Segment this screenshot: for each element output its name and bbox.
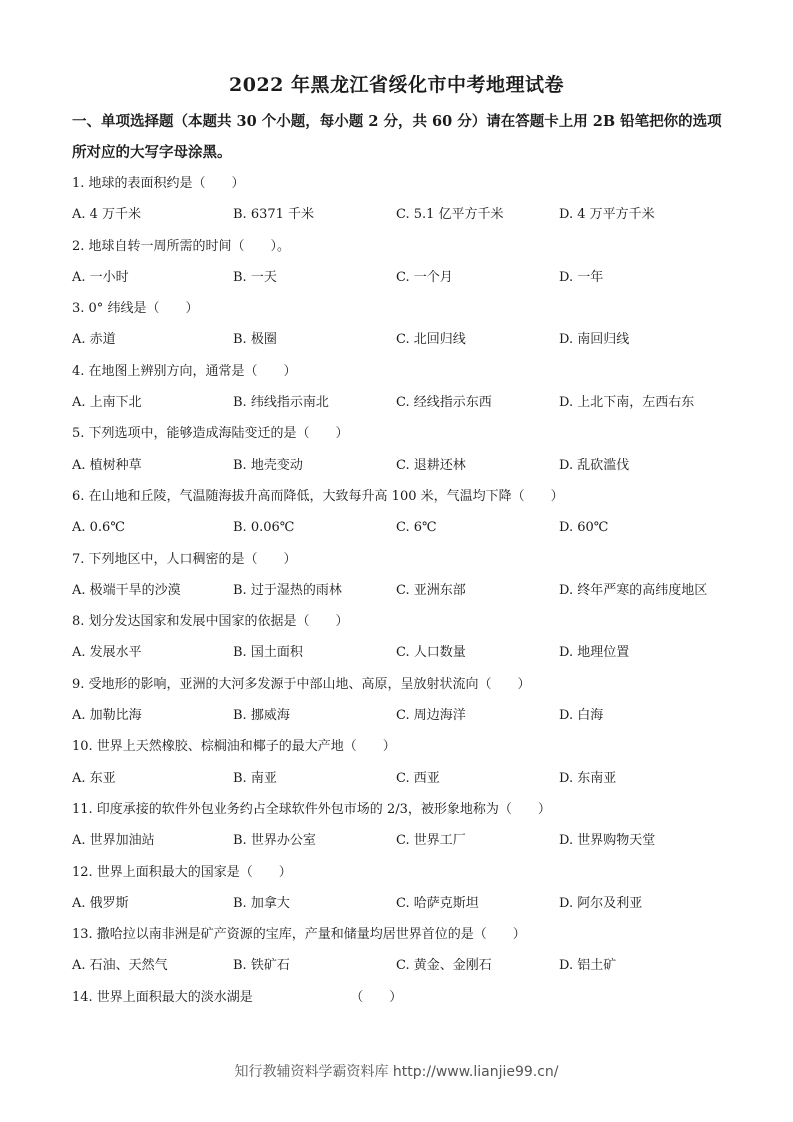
question-stem: 8. 划分发达国家和发展中国家的依据是（ ）	[72, 614, 349, 630]
option-a: A. 世界加油站	[72, 833, 155, 849]
option-a: A. 东亚	[72, 770, 116, 786]
question-options	[72, 825, 732, 856]
option-d: D. 上北下南，左西右东	[559, 395, 695, 411]
option-b: B. 南亚	[233, 770, 277, 786]
option-b: B. 0.06℃	[233, 520, 295, 536]
option-d: D. 60℃	[559, 520, 609, 536]
question-options	[72, 888, 732, 919]
option-c: C. 亚洲东部	[396, 582, 466, 598]
question-options	[72, 450, 732, 481]
question-options	[72, 950, 732, 981]
option-a: A. 极端干旱的沙漠	[72, 582, 181, 598]
option-d: D. 阿尔及利亚	[559, 895, 643, 911]
option-c: C. 西亚	[396, 770, 440, 786]
option-b: B. 铁矿石	[233, 958, 290, 974]
option-a: A. 一小时	[72, 269, 129, 285]
option-c: C. 一个月	[396, 269, 453, 285]
question-list	[72, 168, 732, 1013]
question-stem: 9. 受地形的影响，亚洲的大河多发源于中部山地、高原，呈放射状流向（ ）	[72, 676, 531, 692]
question-options	[72, 387, 732, 418]
option-d: D. 东南亚	[559, 770, 617, 786]
question-stem: 6. 在山地和丘陵，气温随海拔升高而降低，大致每升高 100 米，气温均下降（ ）	[72, 488, 564, 504]
option-d: D. 乱砍滥伐	[559, 457, 630, 473]
option-b: B. 一天	[233, 269, 277, 285]
option-d: D. 地理位置	[559, 645, 630, 661]
option-d: D. 白海	[559, 708, 604, 724]
option-b: B. 地壳变动	[233, 457, 303, 473]
option-c: C. 哈萨克斯坦	[396, 895, 479, 911]
question-stem: 3. 0° 纬线是（ ）	[72, 301, 199, 317]
question-options	[72, 199, 732, 230]
option-c: C. 人口数量	[396, 645, 466, 661]
option-a: A. 4 万千米	[72, 207, 142, 223]
question-stem: 4. 在地图上辨别方向，通常是（ ）	[72, 363, 297, 379]
option-b: B. 极圈	[233, 332, 277, 348]
question-options	[72, 700, 732, 731]
option-d: D. 4 万平方千米	[559, 207, 655, 223]
question-options	[72, 575, 732, 606]
question-stem: 2. 地球自转一周所需的时间（ ）。	[72, 238, 291, 254]
option-d: D. 世界购物天堂	[559, 833, 656, 849]
option-b: B. 6371 千米	[233, 207, 315, 223]
question-stem: 13. 撒哈拉以南非洲是矿产资源的宝库，产量和储量均居世界首位的是（ ）	[72, 927, 526, 943]
question-options	[72, 637, 732, 668]
option-b: B. 挪威海	[233, 708, 290, 724]
option-b: B. 纬线指示南北	[233, 395, 329, 411]
option-b: B. 国土面积	[233, 645, 303, 661]
option-c: C. 5.1 亿平方千米	[396, 207, 504, 223]
option-b: B. 加拿大	[233, 895, 290, 911]
option-c: C. 北回归线	[396, 332, 466, 348]
option-d: D. 终年严寒的高纬度地区	[559, 582, 708, 598]
question-stem: 1. 地球的表面积约是（ ）	[72, 176, 245, 191]
option-a: A. 发展水平	[72, 645, 142, 661]
question-options	[72, 512, 732, 543]
question-options	[72, 324, 732, 355]
option-c: C. 经线指示东西	[396, 395, 492, 411]
option-a: A. 0.6℃	[72, 520, 125, 536]
option-c: C. 周边海洋	[396, 708, 466, 724]
option-a: A. 上南下北	[72, 395, 142, 411]
section-heading: 一、单项选择题（本题共 30 个小题，每小题 2 分，共 60 分）请在答题卡上用 2B 铅笔把你的选项所对应的大写字母涂黑。	[72, 113, 722, 161]
option-d: D. 南回归线	[559, 332, 630, 348]
option-a: A. 加勒比海	[72, 708, 142, 724]
page-title: 2022 年黑龙江省绥化市中考地理试卷	[229, 74, 564, 96]
option-a: A. 植树种草	[72, 457, 142, 473]
footer-watermark: 知行教辅资料学霸资料库 http://www.lianjie99.cn/	[234, 1064, 559, 1080]
question-stem: 12. 世界上面积最大的国家是（ ）	[72, 864, 292, 880]
option-b: B. 世界办公室	[233, 833, 316, 849]
option-c: C. 黄金、金刚石	[396, 958, 492, 974]
question-stem: 5. 下列选项中，能够造成海陆变迁的是（ ）	[72, 426, 349, 442]
option-d: D. 一年	[559, 269, 604, 285]
question-stem: 10. 世界上天然橡胶、棕榈油和椰子的最大产地（ ）	[72, 739, 396, 755]
option-c: C. 退耕还林	[396, 457, 466, 473]
option-a: A. 赤道	[72, 332, 116, 348]
option-c: C. 6℃	[396, 520, 437, 536]
question-stem: 14. 世界上面积最大的淡水湖是 （ ）	[72, 989, 403, 1005]
question-stem: 11. 印度承接的软件外包业务约占全球软件外包市场的 2/3，被形象地称为（ ）	[72, 801, 551, 817]
option-a: A. 俄罗斯	[72, 895, 129, 911]
question-stem: 7. 下列地区中，人口稠密的是（ ）	[72, 551, 297, 567]
option-b: B. 过于湿热的雨林	[233, 582, 342, 598]
option-a: A. 石油、天然气	[72, 958, 168, 974]
question-options	[72, 763, 732, 794]
option-d: D. 铝土矿	[559, 958, 617, 974]
question-options	[72, 262, 732, 293]
option-c: C. 世界工厂	[396, 833, 466, 849]
